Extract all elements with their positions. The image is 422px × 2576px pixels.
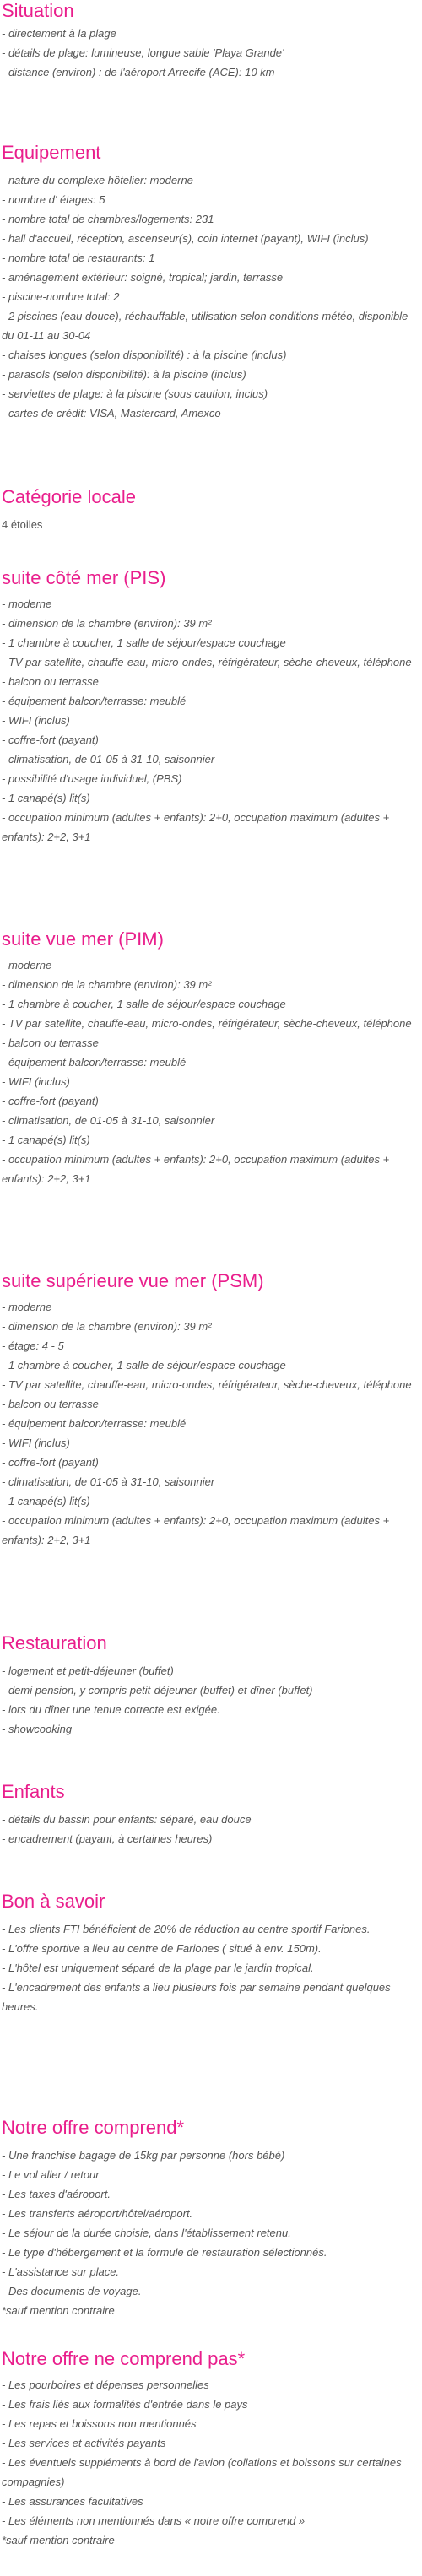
list-item: - 1 chambre à coucher, 1 salle de séjour/espace couchage bbox=[2, 1359, 286, 1372]
list-item: - coffre-fort (payant) bbox=[2, 1095, 99, 1107]
list-item: - directement à la plage bbox=[2, 27, 116, 40]
list-item: - 1 canapé(s) lit(s) bbox=[2, 792, 90, 804]
list-item: - Les repas et boissons non mentionnés bbox=[2, 2417, 197, 2430]
list-item: - logement et petit-déjeuner (buffet) bbox=[2, 1664, 174, 1677]
comprend-section bbox=[0, 2117, 419, 2320]
list-item: - demi pension, y compris petit-déjeuner (buffet) et dîner (buffet) bbox=[2, 1684, 313, 1697]
list-item: - TV par satellite, chauffe-eau, micro-ondes, réfrigérateur, sèche-cheveux, téléphone bbox=[2, 656, 412, 668]
list-item: - chaises longues (selon disponibilité) : à la piscine (inclus) bbox=[2, 349, 287, 361]
list-item: - Les assurances facultatives bbox=[2, 2495, 143, 2508]
list-item: - détails du bassin pour enfants: séparé, eau douce bbox=[2, 1813, 252, 1826]
situation-heading: Situation bbox=[2, 0, 74, 21]
list-item: - climatisation, de 01-05 à 31-10, saisonnier bbox=[2, 1475, 215, 1488]
ne-comprend-section bbox=[0, 2348, 419, 2550]
list-item: - serviettes de plage: à la piscine (sous caution, inclus) bbox=[2, 387, 268, 400]
list-item: - dimension de la chambre (environ): 39 m² bbox=[2, 978, 212, 991]
list-item: - L'encadrement des enfants a lieu plusieurs fois par semaine pendant quelques heures. bbox=[2, 1981, 391, 2013]
list-item: - équipement balcon/terrasse: meublé bbox=[2, 1056, 187, 1069]
equipement-list bbox=[0, 170, 419, 423]
situation-list bbox=[0, 24, 419, 82]
list-item: - nature du complexe hôtelier: moderne bbox=[2, 174, 193, 187]
list-item: - coffre-fort (payant) bbox=[2, 733, 99, 746]
list-item: - encadrement (payant, à certaines heures) bbox=[2, 1832, 213, 1845]
list-item: - L'offre sportive a lieu au centre de Fariones ( situé à env. 150m). bbox=[2, 1942, 322, 1955]
restauration-list bbox=[0, 1661, 419, 1739]
list-item: - lors du dîner une tenue correcte est exigée. bbox=[2, 1703, 220, 1716]
list-item: - balcon ou terrasse bbox=[2, 675, 99, 688]
list-item: - occupation minimum (adultes + enfants): 2+0, occupation maximum (adultes + enfants): 2+2, 3+1 bbox=[2, 1153, 390, 1185]
list-item: - occupation minimum (adultes + enfants): 2+0, occupation maximum (adultes + enfants): 2+2, 3+1 bbox=[2, 811, 390, 843]
list-item: - Des documents de voyage. bbox=[2, 2285, 142, 2297]
list-item: - coffre-fort (payant) bbox=[2, 1456, 99, 1469]
list-item: - nombre total de chambres/logements: 231 bbox=[2, 213, 214, 225]
list-item: - L'assistance sur place. bbox=[2, 2265, 120, 2278]
pis-list bbox=[0, 594, 419, 847]
list-item: - WIFI (inclus) bbox=[2, 714, 70, 727]
list-item: - WIFI (inclus) bbox=[2, 1075, 70, 1088]
pim-section bbox=[0, 928, 419, 1188]
psm-list bbox=[0, 1297, 419, 1550]
list-item: - Une franchise bagage de 15kg par personne (hors bébé) bbox=[2, 2149, 285, 2162]
enfants-list bbox=[0, 1810, 419, 1848]
list-item: - dimension de la chambre (environ): 39 m² bbox=[2, 617, 212, 630]
ne-comprend-list bbox=[0, 2375, 419, 2550]
list-item: - équipement balcon/terrasse: meublé bbox=[2, 695, 187, 707]
list-item: - Les pourboires et dépenses personnelles bbox=[2, 2378, 209, 2391]
pim-heading: suite vue mer (PIM) bbox=[2, 928, 164, 950]
situation-section bbox=[0, 0, 419, 82]
restauration-heading: Restauration bbox=[2, 1632, 107, 1653]
bon-list bbox=[0, 1919, 419, 2036]
list-item: - distance (environ) : de l'aéroport Arrecife (ACE): 10 km bbox=[2, 66, 275, 78]
list-item: - TV par satellite, chauffe-eau, micro-ondes, réfrigérateur, sèche-cheveux, téléphone bbox=[2, 1017, 412, 1030]
list-item: - climatisation, de 01-05 à 31-10, saisonnier bbox=[2, 753, 215, 766]
list-item: - Les taxes d'aéroport. bbox=[2, 2188, 111, 2200]
equipement-heading: Equipement bbox=[2, 142, 101, 163]
list-item: - hall d'accueil, réception, ascenseur(s), coin internet (payant), WIFI (inclus) bbox=[2, 232, 369, 245]
list-item: - Les éléments non mentionnés dans « notre offre comprend » bbox=[2, 2514, 306, 2527]
list-item: - moderne bbox=[2, 959, 52, 971]
comprend-list bbox=[0, 2146, 419, 2320]
list-item: - 1 canapé(s) lit(s) bbox=[2, 1495, 90, 1507]
bon-heading: Bon à savoir bbox=[2, 1891, 106, 1912]
categorie-heading: Catégorie locale bbox=[2, 486, 136, 507]
list-item: - occupation minimum (adultes + enfants): 2+0, occupation maximum (adultes + enfants): 2+2, 3+1 bbox=[2, 1514, 390, 1546]
list-item: - moderne bbox=[2, 598, 52, 610]
list-item: - cartes de crédit: VISA, Mastercard, Amexco bbox=[2, 407, 221, 419]
list-item: - étage: 4 - 5 bbox=[2, 1339, 64, 1352]
list-item: - balcon ou terrasse bbox=[2, 1398, 99, 1410]
list-item: - équipement balcon/terrasse: meublé bbox=[2, 1417, 187, 1430]
psm-heading: suite supérieure vue mer (PSM) bbox=[2, 1270, 264, 1291]
list-item: - TV par satellite, chauffe-eau, micro-ondes, réfrigérateur, sèche-cheveux, téléphone bbox=[2, 1378, 412, 1391]
list-item: - détails de plage: lumineuse, longue sable 'Playa Grande' bbox=[2, 46, 284, 59]
list-item: - Les services et activités payants bbox=[2, 2437, 166, 2449]
psm-section bbox=[0, 1270, 419, 1550]
equipement-section bbox=[0, 142, 419, 423]
list-item: - Le vol aller / retour bbox=[2, 2168, 100, 2181]
list-item: - 1 canapé(s) lit(s) bbox=[2, 1134, 90, 1146]
list-item: - dimension de la chambre (environ): 39 m² bbox=[2, 1320, 212, 1333]
list-item: - moderne bbox=[2, 1301, 52, 1313]
list-item: - Le séjour de la durée choisie, dans l'établissement retenu. bbox=[2, 2227, 291, 2239]
list-item: - nombre d' étages: 5 bbox=[2, 193, 106, 206]
enfants-heading: Enfants bbox=[2, 1781, 65, 1802]
pis-heading: suite côté mer (PIS) bbox=[2, 567, 166, 588]
categorie-section bbox=[0, 486, 419, 533]
pim-list bbox=[0, 955, 419, 1188]
list-item: - showcooking bbox=[2, 1723, 73, 1735]
list-item: - WIFI (inclus) bbox=[2, 1437, 70, 1449]
bon-section bbox=[0, 1891, 419, 2036]
pis-section bbox=[0, 567, 419, 847]
ne-comprend-heading: Notre offre ne comprend pas* bbox=[2, 2348, 246, 2369]
categorie-value: 4 étoiles bbox=[2, 518, 43, 531]
list-item: - aménagement extérieur: soigné, tropical; jardin, terrasse bbox=[2, 271, 284, 284]
list-item: *sauf mention contraire bbox=[2, 2534, 115, 2546]
list-item: - climatisation, de 01-05 à 31-10, saisonnier bbox=[2, 1114, 215, 1127]
list-item: - nombre total de restaurants: 1 bbox=[2, 252, 155, 264]
list-item: - balcon ou terrasse bbox=[2, 1036, 99, 1049]
list-item: - Les frais liés aux formalités d'entrée dans le pays bbox=[2, 2398, 248, 2411]
list-item: - bbox=[2, 2020, 6, 2032]
list-item: - Le type d'hébergement et la formule de restauration sélectionnés. bbox=[2, 2246, 327, 2259]
list-item: - Les éventuels suppléments à bord de l'avion (collations et boissons sur certaines compagnies) bbox=[2, 2456, 402, 2488]
list-item: - piscine-nombre total: 2 bbox=[2, 290, 120, 303]
restauration-section bbox=[0, 1632, 419, 1739]
enfants-section bbox=[0, 1781, 419, 1848]
comprend-heading: Notre offre comprend* bbox=[2, 2117, 185, 2138]
list-item: - 1 chambre à coucher, 1 salle de séjour/espace couchage bbox=[2, 998, 286, 1010]
list-item: - L'hôtel est uniquement séparé de la plage par le jardin tropical. bbox=[2, 1962, 314, 1974]
list-item: *sauf mention contraire bbox=[2, 2304, 115, 2317]
list-item: - Les transferts aéroport/hôtel/aéroport. bbox=[2, 2207, 193, 2220]
list-item: - Les clients FTI bénéficient de 20% de réduction au centre sportif Fariones. bbox=[2, 1923, 371, 1935]
list-item: - 2 piscines (eau douce), réchauffable, utilisation selon conditions météo, disponible du 01-11 au 30-04 bbox=[2, 310, 408, 342]
list-item: - possibilité d'usage individuel, (PBS) bbox=[2, 772, 182, 785]
list-item: - parasols (selon disponibilité): à la piscine (inclus) bbox=[2, 368, 246, 381]
list-item: - 1 chambre à coucher, 1 salle de séjour/espace couchage bbox=[2, 636, 286, 649]
